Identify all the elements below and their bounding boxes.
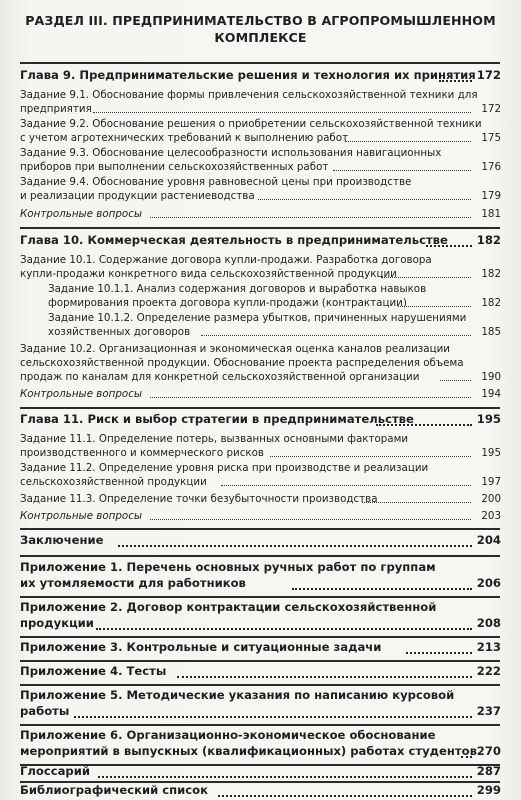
section-title — [20, 12, 501, 46]
task-title-line-1: Задание 9.2. Обоснование решения о приобретении сельскохозяйственной техники — [20, 118, 482, 130]
page-number: 194 — [481, 388, 501, 400]
glossary-title: Глоссарий — [20, 764, 90, 778]
dot-leader — [426, 245, 472, 247]
task-title-line-2: производственного и коммерческого рисков — [20, 447, 264, 459]
page-number: 195 — [476, 412, 501, 426]
bibliography-title: Библиографический список — [20, 783, 209, 797]
section-title-line-1: РАЗДЕЛ III. ПРЕДПРИНИМАТЕЛЬСТВО В АГРОПРОМЫШЛЕННОМ — [25, 13, 496, 28]
section-title-line-2: КОМПЛЕКСЕ — [214, 30, 307, 45]
chapter-title: Глава 10. Коммерческая деятельность в предпринимательстве — [20, 233, 448, 247]
dot-leader — [345, 141, 471, 142]
appendix-title-line-2: их утомляемости для работников — [20, 576, 246, 590]
page-number: 287 — [476, 764, 501, 778]
subtask-title-line-1: Задание 10.1.2. Определение размера убытков, причиненных нарушениями — [48, 312, 467, 324]
entry-divider — [20, 684, 500, 686]
page-number: 181 — [481, 208, 501, 220]
dot-leader — [201, 335, 471, 336]
appendix-title-line-1: Приложение 5. Методические указания по написанию курсовой — [20, 688, 455, 702]
chapter-divider — [20, 62, 500, 64]
task-title-line-1: Задание 11.3. Определение точки безубыточности производства — [20, 493, 378, 505]
task-title-line-1: Задание 9.3. Обоснование целесообразности использования навигационных — [20, 147, 442, 159]
task-title-line-3: продаж по каналам для конкретной сельскохозяйственной организации — [20, 371, 420, 383]
appendix-title: Приложение 4. Тесты — [20, 664, 167, 678]
dot-leader — [96, 628, 472, 630]
entry-divider — [20, 724, 500, 726]
task-title-line-2: с учетом агротехнических требований к выполнению работ — [20, 132, 349, 144]
chapter-divider — [20, 227, 500, 229]
dot-leader — [292, 588, 472, 590]
page-number: 270 — [476, 744, 501, 758]
entry-divider — [20, 636, 500, 638]
task-title-line-2: купли-продажи конкретного вида сельскохозяйственной продукции — [20, 268, 397, 280]
dot-leader — [98, 776, 472, 778]
chapter-divider — [20, 407, 500, 409]
dot-leader — [398, 306, 471, 307]
appendix-title-line-1: Приложение 6. Организационно-экономическое обоснование — [20, 728, 436, 742]
task-title-line-1: Задание 11.1. Определение потерь, вызванных основными факторами — [20, 433, 409, 445]
appendix-title: Приложение 3. Контрольные и ситуационные задачи — [20, 640, 382, 654]
appendix-title-line-1: Приложение 2. Договор контрактации сельскохозяйственной — [20, 600, 437, 614]
dot-leader — [150, 519, 471, 520]
page-number: 175 — [481, 132, 501, 144]
page-number: 222 — [476, 664, 501, 678]
dot-leader — [221, 485, 471, 486]
dot-leader — [406, 652, 472, 654]
dot-leader — [333, 170, 471, 171]
subtask-title-line-2: хозяйственных договоров — [48, 326, 191, 338]
review-questions-label: Контрольные вопросы — [20, 388, 143, 400]
page-number: 197 — [481, 476, 501, 488]
appendix-title-line-1: Приложение 1. Перечень основных ручных работ по группам — [20, 560, 436, 574]
task-title-line-1: Задание 11.2. Определение уровня риска при производстве и реализации — [20, 462, 429, 474]
task-title-line-1: Задание 9.1. Обоснование формы привлечения сельскохозяйственной техники для — [20, 89, 478, 101]
task-title-line-1: Задание 9.4. Обоснование уровня равновесной цены при производстве — [20, 176, 412, 188]
task-title-line-2: сельскохозяйственной продукции — [20, 476, 207, 488]
task-title-line-2: приборов при выполнении сельскохозяйственных работ — [20, 161, 329, 173]
page-number: 203 — [481, 510, 501, 522]
dot-leader — [150, 397, 471, 398]
dot-leader — [440, 380, 471, 381]
dot-leader — [270, 456, 471, 457]
page-number: 172 — [476, 68, 501, 82]
task-title-line-2: предприятия — [20, 103, 92, 115]
entry-divider — [20, 764, 500, 766]
dot-leader — [177, 676, 472, 678]
page-number: 176 — [481, 161, 501, 173]
page-number: 195 — [481, 447, 501, 459]
dot-leader — [258, 199, 471, 200]
dot-leader — [150, 217, 471, 218]
entry-divider — [20, 660, 500, 662]
subtask-title-line-2: формирования проекта договора купли-продажи (контрактации) — [48, 297, 407, 309]
dot-leader — [74, 716, 472, 718]
entry-divider — [20, 528, 500, 530]
task-title-line-2: и реализации продукции растениеводства — [20, 190, 255, 202]
task-title-line-1: Задание 10.2. Организационная и экономическая оценка каналов реализации — [20, 343, 450, 355]
dot-leader — [93, 112, 471, 113]
appendix-title-line-2: работы — [20, 704, 70, 718]
page-number: 213 — [476, 640, 501, 654]
dot-leader — [218, 795, 472, 797]
task-title-line-1: Задание 10.1. Содержание договора купли-продажи. Разработка договора — [20, 254, 432, 266]
dot-leader — [381, 277, 471, 278]
page-number: 206 — [476, 576, 501, 590]
chapter-title: Глава 11. Риск и выбор стратегии в предпринимательстве — [20, 412, 414, 426]
page-number: 200 — [481, 493, 501, 505]
review-questions-label: Контрольные вопросы — [20, 510, 143, 522]
dot-leader — [362, 502, 471, 503]
chapter-title: Глава 9. Предпринимательские решения и технология их принятия — [20, 68, 476, 82]
entry-divider — [20, 596, 500, 598]
page-number: 185 — [481, 326, 501, 338]
appendix-title-line-2: мероприятий в выпускных (квалификационных) работах студентов — [20, 744, 477, 758]
page-number: 172 — [481, 103, 501, 115]
dot-leader — [376, 424, 472, 426]
task-title-line-2: сельскохозяйственной продукции. Обоснование проекта распределения объема — [20, 357, 464, 369]
dot-leader — [439, 80, 472, 82]
page-number: 299 — [476, 783, 501, 797]
dot-leader — [118, 545, 472, 547]
page-number: 182 — [481, 268, 501, 280]
appendix-title-line-2: продукции — [20, 616, 94, 630]
page-number: 208 — [476, 616, 501, 630]
conclusion-title: Заключение — [20, 533, 104, 547]
subtask-title-line-1: Задание 10.1.1. Анализ содержания договоров и выработка навыков — [48, 283, 427, 295]
entry-divider — [20, 555, 500, 557]
page-number: 204 — [476, 533, 501, 547]
page-number: 182 — [476, 233, 501, 247]
page-number: 182 — [481, 297, 501, 309]
review-questions-label: Контрольные вопросы — [20, 208, 143, 220]
page-number: 190 — [481, 371, 501, 383]
page-number: 179 — [481, 190, 501, 202]
page-number: 237 — [476, 704, 501, 718]
